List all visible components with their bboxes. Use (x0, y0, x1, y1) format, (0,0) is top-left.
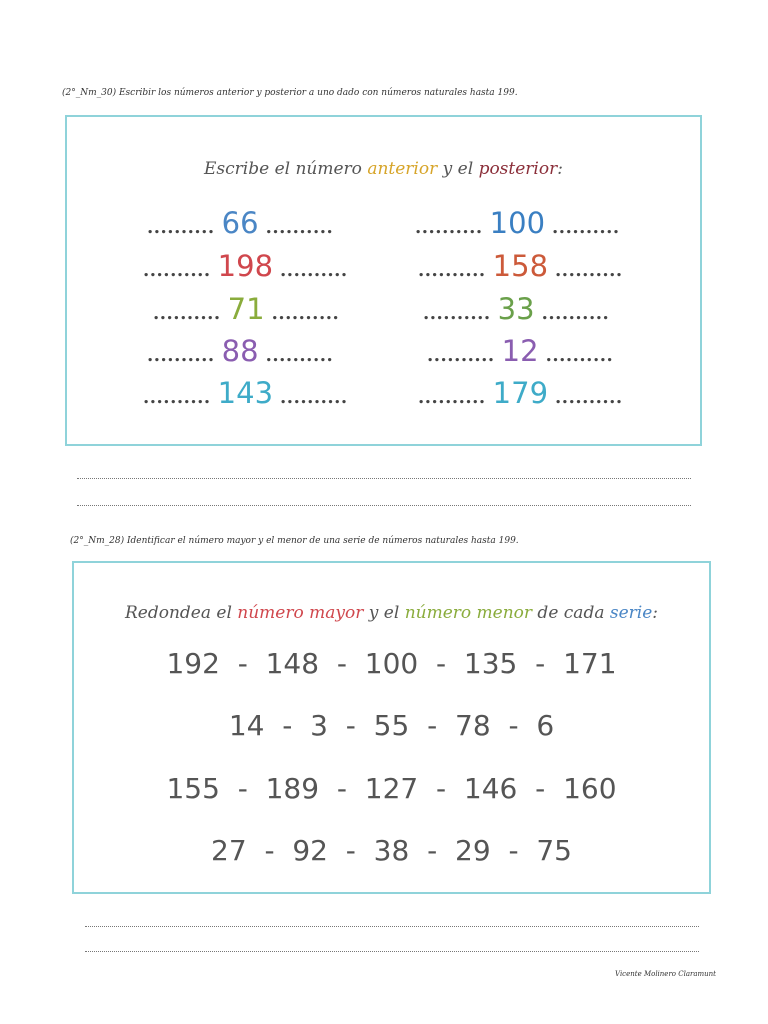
exercise-row (143, 376, 348, 410)
blank-after: .......... (265, 345, 334, 366)
word-serie: serie (609, 603, 653, 623)
given-number: 158 (492, 249, 549, 283)
blank-after: .......... (541, 303, 610, 324)
blank-before: .......... (153, 303, 221, 324)
number-series[interactable]: 155 - 189 - 127 - 146 - 160 (166, 772, 617, 805)
given-number: 12 (501, 334, 539, 368)
answer-line[interactable] (85, 926, 699, 927)
number-series[interactable]: 192 - 148 - 100 - 135 - 171 (166, 647, 617, 680)
section2-title: Redondea el número mayor y el número menor de cada serie: (124, 603, 659, 623)
number-series[interactable]: 27 - 92 - 38 - 29 - 75 (211, 834, 572, 867)
blank-after: .......... (271, 303, 340, 324)
exercise-row (415, 206, 620, 240)
blank-before: .......... (147, 345, 215, 366)
answer-line[interactable] (85, 951, 699, 952)
given-number: 66 (221, 206, 259, 240)
word-anterior: anterior (367, 159, 438, 179)
number-series[interactable]: 14 - 3 - 55 - 78 - 6 (228, 709, 555, 742)
blank-before: .......... (147, 217, 215, 238)
exercise-row (418, 249, 623, 283)
section2-box (72, 561, 711, 894)
word-numero-mayor: número mayor (237, 603, 364, 623)
answer-line[interactable] (77, 505, 691, 506)
word-posterior: posterior (478, 159, 558, 179)
blank-before: .......... (418, 387, 486, 408)
blank-before: .......... (415, 217, 483, 238)
given-number: 71 (227, 292, 265, 326)
blank-after: .......... (552, 217, 620, 238)
blank-before: .......... (143, 260, 211, 281)
section1-title: Escribe el número anterior y el posterior: (204, 159, 563, 179)
blank-before: .......... (418, 260, 486, 281)
given-number: 100 (489, 206, 546, 240)
section1-caption: (2°_Nm_30) Escribir los números anterior y posterior a uno dado con números naturales hasta 199. (62, 88, 518, 98)
blank-after: .......... (280, 387, 348, 408)
exercise-row (423, 292, 609, 326)
given-number: 179 (492, 376, 549, 410)
exercise-row (143, 249, 348, 283)
exercise-row (147, 206, 333, 240)
section2-caption: (2°_Nm_28) Identificar el número mayor y el menor de una serie de números naturales hasta 199. (70, 536, 519, 546)
given-number: 33 (497, 292, 535, 326)
blank-after: .......... (280, 260, 348, 281)
exercise-row (418, 376, 623, 410)
blank-after: .......... (265, 217, 334, 238)
given-number: 88 (221, 334, 259, 368)
author-credit: Vicente Molinero Claramunt (615, 970, 716, 978)
blank-after: .......... (555, 260, 623, 281)
exercise-row (147, 334, 333, 368)
blank-before: .......... (427, 345, 495, 366)
given-number: 143 (217, 376, 274, 410)
blank-before: .......... (143, 387, 211, 408)
blank-after: .......... (545, 345, 614, 366)
answer-line[interactable] (77, 478, 691, 479)
word-numero-menor: número menor (404, 603, 533, 623)
exercise-row (427, 334, 613, 368)
given-number: 198 (217, 249, 274, 283)
blank-after: .......... (555, 387, 623, 408)
blank-before: .......... (423, 303, 491, 324)
exercise-row (153, 292, 339, 326)
